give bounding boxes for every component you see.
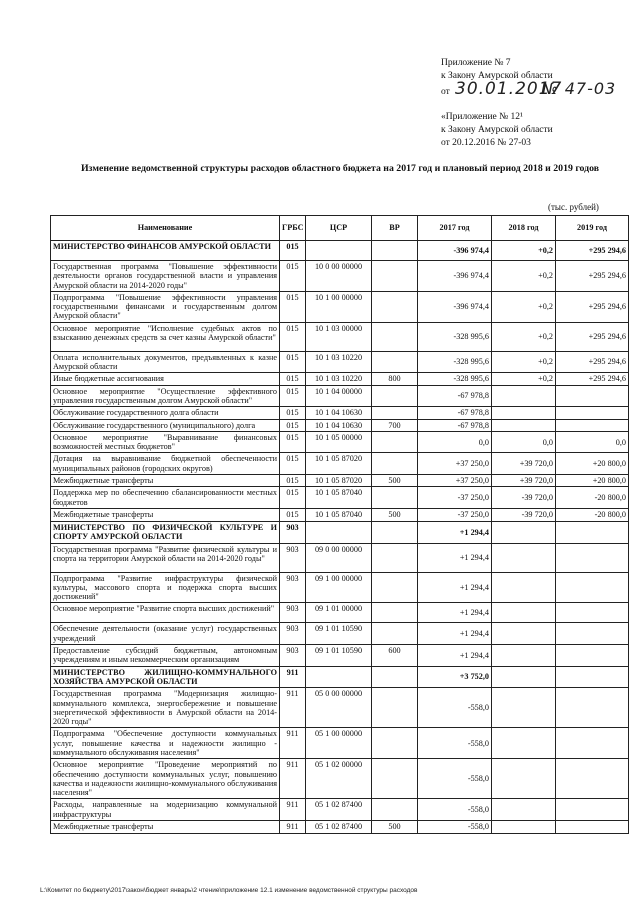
row-csr: 10 1 04 10630 bbox=[306, 407, 372, 419]
row-grbs: 015 bbox=[280, 322, 306, 351]
row-grbs: 911 bbox=[280, 666, 306, 688]
row-grbs: 015 bbox=[280, 431, 306, 453]
table-row bbox=[51, 407, 629, 419]
row-grbs: 015 bbox=[280, 291, 306, 322]
row-2018: +0,2 bbox=[492, 351, 556, 373]
row-2019 bbox=[556, 407, 629, 419]
sub-date-label: от 20.12.2016 № 27-03 bbox=[441, 138, 531, 148]
budget-table bbox=[50, 215, 629, 834]
row-name: Обеспечение деятельности (оказание услуг) государственных учреждений bbox=[51, 623, 280, 645]
row-vr bbox=[372, 572, 418, 603]
row-grbs: 015 bbox=[280, 241, 306, 261]
row-name: Государственная программа "Повышение эффективности деятельности органов государственной власти и управления Амурской области на 2014-2020 годы" bbox=[51, 261, 280, 292]
row-grbs: 015 bbox=[280, 351, 306, 373]
row-2017: -67 978,8 bbox=[418, 385, 492, 407]
row-csr bbox=[306, 666, 372, 688]
row-2019: +295 294,6 bbox=[556, 322, 629, 351]
row-name: Обслуживание государственного (муниципального) долга bbox=[51, 419, 280, 431]
row-vr: 600 bbox=[372, 645, 418, 667]
row-csr: 09 1 01 10590 bbox=[306, 623, 372, 645]
row-2017: -558,0 bbox=[418, 759, 492, 799]
sub-appendix-label: «Приложение № 12¹ bbox=[441, 112, 523, 122]
table-row bbox=[51, 487, 629, 509]
table-row bbox=[51, 623, 629, 645]
table-row bbox=[51, 645, 629, 667]
row-2017: -396 974,4 bbox=[418, 241, 492, 261]
table-row bbox=[51, 241, 629, 261]
row-grbs: 015 bbox=[280, 419, 306, 431]
row-grbs: 015 bbox=[280, 487, 306, 509]
table-row bbox=[51, 543, 629, 572]
table-row bbox=[51, 261, 629, 292]
units-label: (тыс. рублей) bbox=[548, 202, 599, 212]
row-2019 bbox=[556, 419, 629, 431]
row-vr bbox=[372, 759, 418, 799]
row-grbs: 911 bbox=[280, 821, 306, 834]
row-2019: -20 800,0 bbox=[556, 508, 629, 521]
row-name: Дотация на выравнивание бюджетной обеспеченности муниципальных районов (городских округов) bbox=[51, 453, 280, 475]
row-csr: 05 1 02 87400 bbox=[306, 821, 372, 834]
row-csr: 10 1 03 00000 bbox=[306, 322, 372, 351]
row-vr bbox=[372, 728, 418, 759]
row-vr bbox=[372, 322, 418, 351]
row-2018: +0,2 bbox=[492, 241, 556, 261]
row-grbs: 903 bbox=[280, 543, 306, 572]
row-name: Иные бюджетные ассигнования bbox=[51, 373, 280, 385]
row-2018: +0,2 bbox=[492, 322, 556, 351]
row-vr bbox=[372, 666, 418, 688]
row-name: Основное мероприятие "Исполнение судебных актов по взысканию денежных средств за счет казны Амурской области" bbox=[51, 322, 280, 351]
row-name: МИНИСТЕРСТВО ЖИЛИЩНО-КОММУНАЛЬНОГО ХОЗЯЙСТВА АМУРСКОЙ ОБЛАСТИ bbox=[51, 666, 280, 688]
row-2017: -67 978,8 bbox=[418, 419, 492, 431]
row-csr: 10 1 04 00000 bbox=[306, 385, 372, 407]
row-2018: +0,2 bbox=[492, 261, 556, 292]
col-header-vr: ВР bbox=[372, 216, 418, 241]
row-2018 bbox=[492, 521, 556, 543]
row-name: Основное мероприятие "Осуществление эффективного управления государственным долгом Амурской области" bbox=[51, 385, 280, 407]
row-name: Основное мероприятие "Выравнивание финансовых возможностей местных бюджетов" bbox=[51, 431, 280, 453]
row-2018 bbox=[492, 645, 556, 667]
sub-law-label: к Закону Амурской области bbox=[441, 125, 553, 135]
row-name: Оплата исполнительных документов, предъявленных к казне Амурской области bbox=[51, 351, 280, 373]
row-name: Основное мероприятие "Проведение мероприятий по обеспечению доступности коммунальных услуг, повышению качества и надежности жилищно-коммунального обслуживания населения" bbox=[51, 759, 280, 799]
row-vr bbox=[372, 543, 418, 572]
row-csr: 10 1 05 87020 bbox=[306, 453, 372, 475]
row-grbs: 903 bbox=[280, 603, 306, 623]
row-vr bbox=[372, 261, 418, 292]
row-grbs: 015 bbox=[280, 261, 306, 292]
row-vr bbox=[372, 623, 418, 645]
table-row bbox=[51, 475, 629, 487]
row-2019 bbox=[556, 759, 629, 799]
table-row bbox=[51, 728, 629, 759]
row-2017: +1 294,4 bbox=[418, 623, 492, 645]
row-2018: +0,2 bbox=[492, 373, 556, 385]
row-vr bbox=[372, 799, 418, 821]
row-csr bbox=[306, 241, 372, 261]
row-2019 bbox=[556, 603, 629, 623]
row-2017: -37 250,0 bbox=[418, 508, 492, 521]
row-2019: +20 800,0 bbox=[556, 475, 629, 487]
row-2019: +295 294,6 bbox=[556, 351, 629, 373]
row-2019 bbox=[556, 572, 629, 603]
row-vr bbox=[372, 431, 418, 453]
row-grbs: 015 bbox=[280, 407, 306, 419]
row-grbs: 015 bbox=[280, 373, 306, 385]
row-vr: 500 bbox=[372, 475, 418, 487]
row-name: МИНИСТЕРСТВО ПО ФИЗИЧЕСКОЙ КУЛЬТУРЕ И СПОРТУ АМУРСКОЙ ОБЛАСТИ bbox=[51, 521, 280, 543]
row-2017: +3 752,0 bbox=[418, 666, 492, 688]
row-2019 bbox=[556, 799, 629, 821]
row-grbs: 903 bbox=[280, 645, 306, 667]
table-row bbox=[51, 373, 629, 385]
row-2017: +1 294,4 bbox=[418, 645, 492, 667]
row-2018 bbox=[492, 603, 556, 623]
row-vr: 500 bbox=[372, 508, 418, 521]
handwritten-date: 30.01.2017 bbox=[455, 79, 563, 99]
col-header-2017: 2017 год bbox=[418, 216, 492, 241]
row-vr bbox=[372, 291, 418, 322]
row-csr: 10 1 00 00000 bbox=[306, 291, 372, 322]
table-row bbox=[51, 759, 629, 799]
table-header-row bbox=[51, 216, 629, 241]
row-2017: -558,0 bbox=[418, 821, 492, 834]
row-2019 bbox=[556, 666, 629, 688]
row-2017: -396 974,4 bbox=[418, 291, 492, 322]
col-header-grbs: ГРБС bbox=[280, 216, 306, 241]
row-csr: 09 1 00 00000 bbox=[306, 572, 372, 603]
row-2019: +20 800,0 bbox=[556, 453, 629, 475]
table-row bbox=[51, 351, 629, 373]
row-name: Расходы, направленные на модернизацию коммунальной инфраструктуры bbox=[51, 799, 280, 821]
row-2017: -558,0 bbox=[418, 688, 492, 728]
row-2018 bbox=[492, 666, 556, 688]
row-vr bbox=[372, 407, 418, 419]
row-csr: 05 1 02 87400 bbox=[306, 799, 372, 821]
row-2018 bbox=[492, 572, 556, 603]
row-name: Государственная программа "Модернизация жилищно-коммунального комплекса, энергосбережение и повышение энергетической эффективности в Амурской области на 2014-2020 годы" bbox=[51, 688, 280, 728]
row-csr: 09 1 01 00000 bbox=[306, 603, 372, 623]
row-csr: 05 1 00 00000 bbox=[306, 728, 372, 759]
row-2019 bbox=[556, 645, 629, 667]
row-2017: +37 250,0 bbox=[418, 453, 492, 475]
law-label: к Закону Амурской области bbox=[441, 71, 553, 81]
row-2017: -328 995,6 bbox=[418, 373, 492, 385]
row-2017: -328 995,6 bbox=[418, 351, 492, 373]
row-2018: -39 720,0 bbox=[492, 487, 556, 509]
row-2018 bbox=[492, 543, 556, 572]
row-2017: +37 250,0 bbox=[418, 475, 492, 487]
appendix-label: Приложение № 7 bbox=[441, 58, 511, 68]
row-2017: +1 294,4 bbox=[418, 603, 492, 623]
table-row bbox=[51, 521, 629, 543]
row-2019 bbox=[556, 821, 629, 834]
row-name: Обслуживание государственного долга области bbox=[51, 407, 280, 419]
row-grbs: 911 bbox=[280, 759, 306, 799]
row-csr: 05 1 02 00000 bbox=[306, 759, 372, 799]
row-name: Государственная программа "Развитие физической культуры и спорта на территории Амурской области на 2014-2020 годы" bbox=[51, 543, 280, 572]
row-vr bbox=[372, 688, 418, 728]
row-grbs: 903 bbox=[280, 572, 306, 603]
row-vr bbox=[372, 521, 418, 543]
table-row bbox=[51, 666, 629, 688]
row-csr: 10 0 00 00000 bbox=[306, 261, 372, 292]
row-2018 bbox=[492, 385, 556, 407]
row-vr bbox=[372, 385, 418, 407]
handwritten-number: № 47-03 bbox=[541, 79, 617, 98]
row-grbs: 911 bbox=[280, 688, 306, 728]
file-path-footer: L:\Комитет по бюджету\2017\закон\бюджет январь\2 чтение\приложение 12.1 изменение ведомственной структуры расходов bbox=[40, 887, 418, 894]
row-2018 bbox=[492, 728, 556, 759]
row-2017: +1 294,4 bbox=[418, 521, 492, 543]
row-name: Предоставление субсидий бюджетным, автономным учреждениям и иным некоммерческим организациям bbox=[51, 645, 280, 667]
row-vr bbox=[372, 603, 418, 623]
table-row bbox=[51, 508, 629, 521]
col-header-name: Наименование bbox=[51, 216, 280, 241]
row-2019: -20 800,0 bbox=[556, 487, 629, 509]
row-name: Подпрограмма "Развитие инфраструктуры физической культуры, массового спорта и подержка спорта высших достижений" bbox=[51, 572, 280, 603]
table-row bbox=[51, 419, 629, 431]
table-row bbox=[51, 688, 629, 728]
row-vr: 700 bbox=[372, 419, 418, 431]
row-csr: 10 1 03 10220 bbox=[306, 351, 372, 373]
row-2017: -67 978,8 bbox=[418, 407, 492, 419]
row-2018 bbox=[492, 799, 556, 821]
row-grbs: 015 bbox=[280, 508, 306, 521]
row-2019 bbox=[556, 623, 629, 645]
row-2019 bbox=[556, 543, 629, 572]
row-csr bbox=[306, 521, 372, 543]
row-name: Межбюджетные трансферты bbox=[51, 821, 280, 834]
table-row bbox=[51, 799, 629, 821]
row-grbs: 903 bbox=[280, 521, 306, 543]
row-name: Подпрограмма "Повышение эффективности управления государственными финансами и государственным долгом Амурской области" bbox=[51, 291, 280, 322]
row-2018 bbox=[492, 623, 556, 645]
row-2018 bbox=[492, 688, 556, 728]
table-row bbox=[51, 821, 629, 834]
row-2018: +39 720,0 bbox=[492, 475, 556, 487]
row-2018: 0,0 bbox=[492, 431, 556, 453]
row-csr: 10 1 04 10630 bbox=[306, 419, 372, 431]
row-2018: +39 720,0 bbox=[492, 453, 556, 475]
row-name: Основное мероприятие "Развитие спорта высших достижений" bbox=[51, 603, 280, 623]
col-header-2019: 2019 год bbox=[556, 216, 629, 241]
row-vr bbox=[372, 487, 418, 509]
row-2018 bbox=[492, 407, 556, 419]
table-row bbox=[51, 291, 629, 322]
table-row bbox=[51, 453, 629, 475]
row-2019 bbox=[556, 688, 629, 728]
row-2018 bbox=[492, 419, 556, 431]
row-grbs: 911 bbox=[280, 728, 306, 759]
document-title: Изменение ведомственной структуры расходов областного бюджета на 2017 год и плановый период 2018 и 2019 годов bbox=[80, 163, 600, 174]
row-name: Межбюджетные трансферты bbox=[51, 475, 280, 487]
table-row bbox=[51, 572, 629, 603]
row-grbs: 015 bbox=[280, 453, 306, 475]
row-2019 bbox=[556, 385, 629, 407]
col-header-csr: ЦСР bbox=[306, 216, 372, 241]
row-2019 bbox=[556, 728, 629, 759]
row-2017: -328 995,6 bbox=[418, 322, 492, 351]
date-prefix: от bbox=[441, 87, 450, 97]
row-vr bbox=[372, 241, 418, 261]
table-row bbox=[51, 385, 629, 407]
row-vr bbox=[372, 351, 418, 373]
row-csr: 10 1 05 87040 bbox=[306, 487, 372, 509]
row-2018 bbox=[492, 759, 556, 799]
row-csr: 05 0 00 00000 bbox=[306, 688, 372, 728]
row-csr: 09 1 01 10590 bbox=[306, 645, 372, 667]
row-grbs: 911 bbox=[280, 799, 306, 821]
row-2019: 0,0 bbox=[556, 431, 629, 453]
row-2017: +1 294,4 bbox=[418, 543, 492, 572]
row-vr: 500 bbox=[372, 821, 418, 834]
row-2017: -558,0 bbox=[418, 799, 492, 821]
row-2017: +1 294,4 bbox=[418, 572, 492, 603]
row-grbs: 903 bbox=[280, 623, 306, 645]
row-2019: +295 294,6 bbox=[556, 373, 629, 385]
table-row bbox=[51, 431, 629, 453]
row-name: Поддержка мер по обеспечению сбалансированности местных бюджетов bbox=[51, 487, 280, 509]
row-csr: 10 1 03 10220 bbox=[306, 373, 372, 385]
col-header-2018: 2018 год bbox=[492, 216, 556, 241]
row-csr: 10 1 05 00000 bbox=[306, 431, 372, 453]
table-row bbox=[51, 322, 629, 351]
row-2017: -37 250,0 bbox=[418, 487, 492, 509]
row-2019: +295 294,6 bbox=[556, 241, 629, 261]
row-2019: +295 294,6 bbox=[556, 261, 629, 292]
row-vr: 800 bbox=[372, 373, 418, 385]
row-2017: -558,0 bbox=[418, 728, 492, 759]
row-grbs: 015 bbox=[280, 475, 306, 487]
row-2018: +0,2 bbox=[492, 291, 556, 322]
row-2018: -39 720,0 bbox=[492, 508, 556, 521]
row-vr bbox=[372, 453, 418, 475]
row-csr: 10 1 05 87020 bbox=[306, 475, 372, 487]
row-csr: 10 1 05 87040 bbox=[306, 508, 372, 521]
row-2017: 0,0 bbox=[418, 431, 492, 453]
row-2019 bbox=[556, 521, 629, 543]
table-row bbox=[51, 603, 629, 623]
row-name: Подпрограмма "Обеспечение доступности коммунальных услуг, повышение качества и надежности жилищно - коммунального обслуживания населения" bbox=[51, 728, 280, 759]
row-2017: -396 974,4 bbox=[418, 261, 492, 292]
row-csr: 09 0 00 00000 bbox=[306, 543, 372, 572]
row-name: Межбюджетные трансферты bbox=[51, 508, 280, 521]
row-2019: +295 294,6 bbox=[556, 291, 629, 322]
table-body bbox=[51, 241, 629, 834]
row-name: МИНИСТЕРСТВО ФИНАНСОВ АМУРСКОЙ ОБЛАСТИ bbox=[51, 241, 280, 261]
row-2018 bbox=[492, 821, 556, 834]
row-grbs: 015 bbox=[280, 385, 306, 407]
